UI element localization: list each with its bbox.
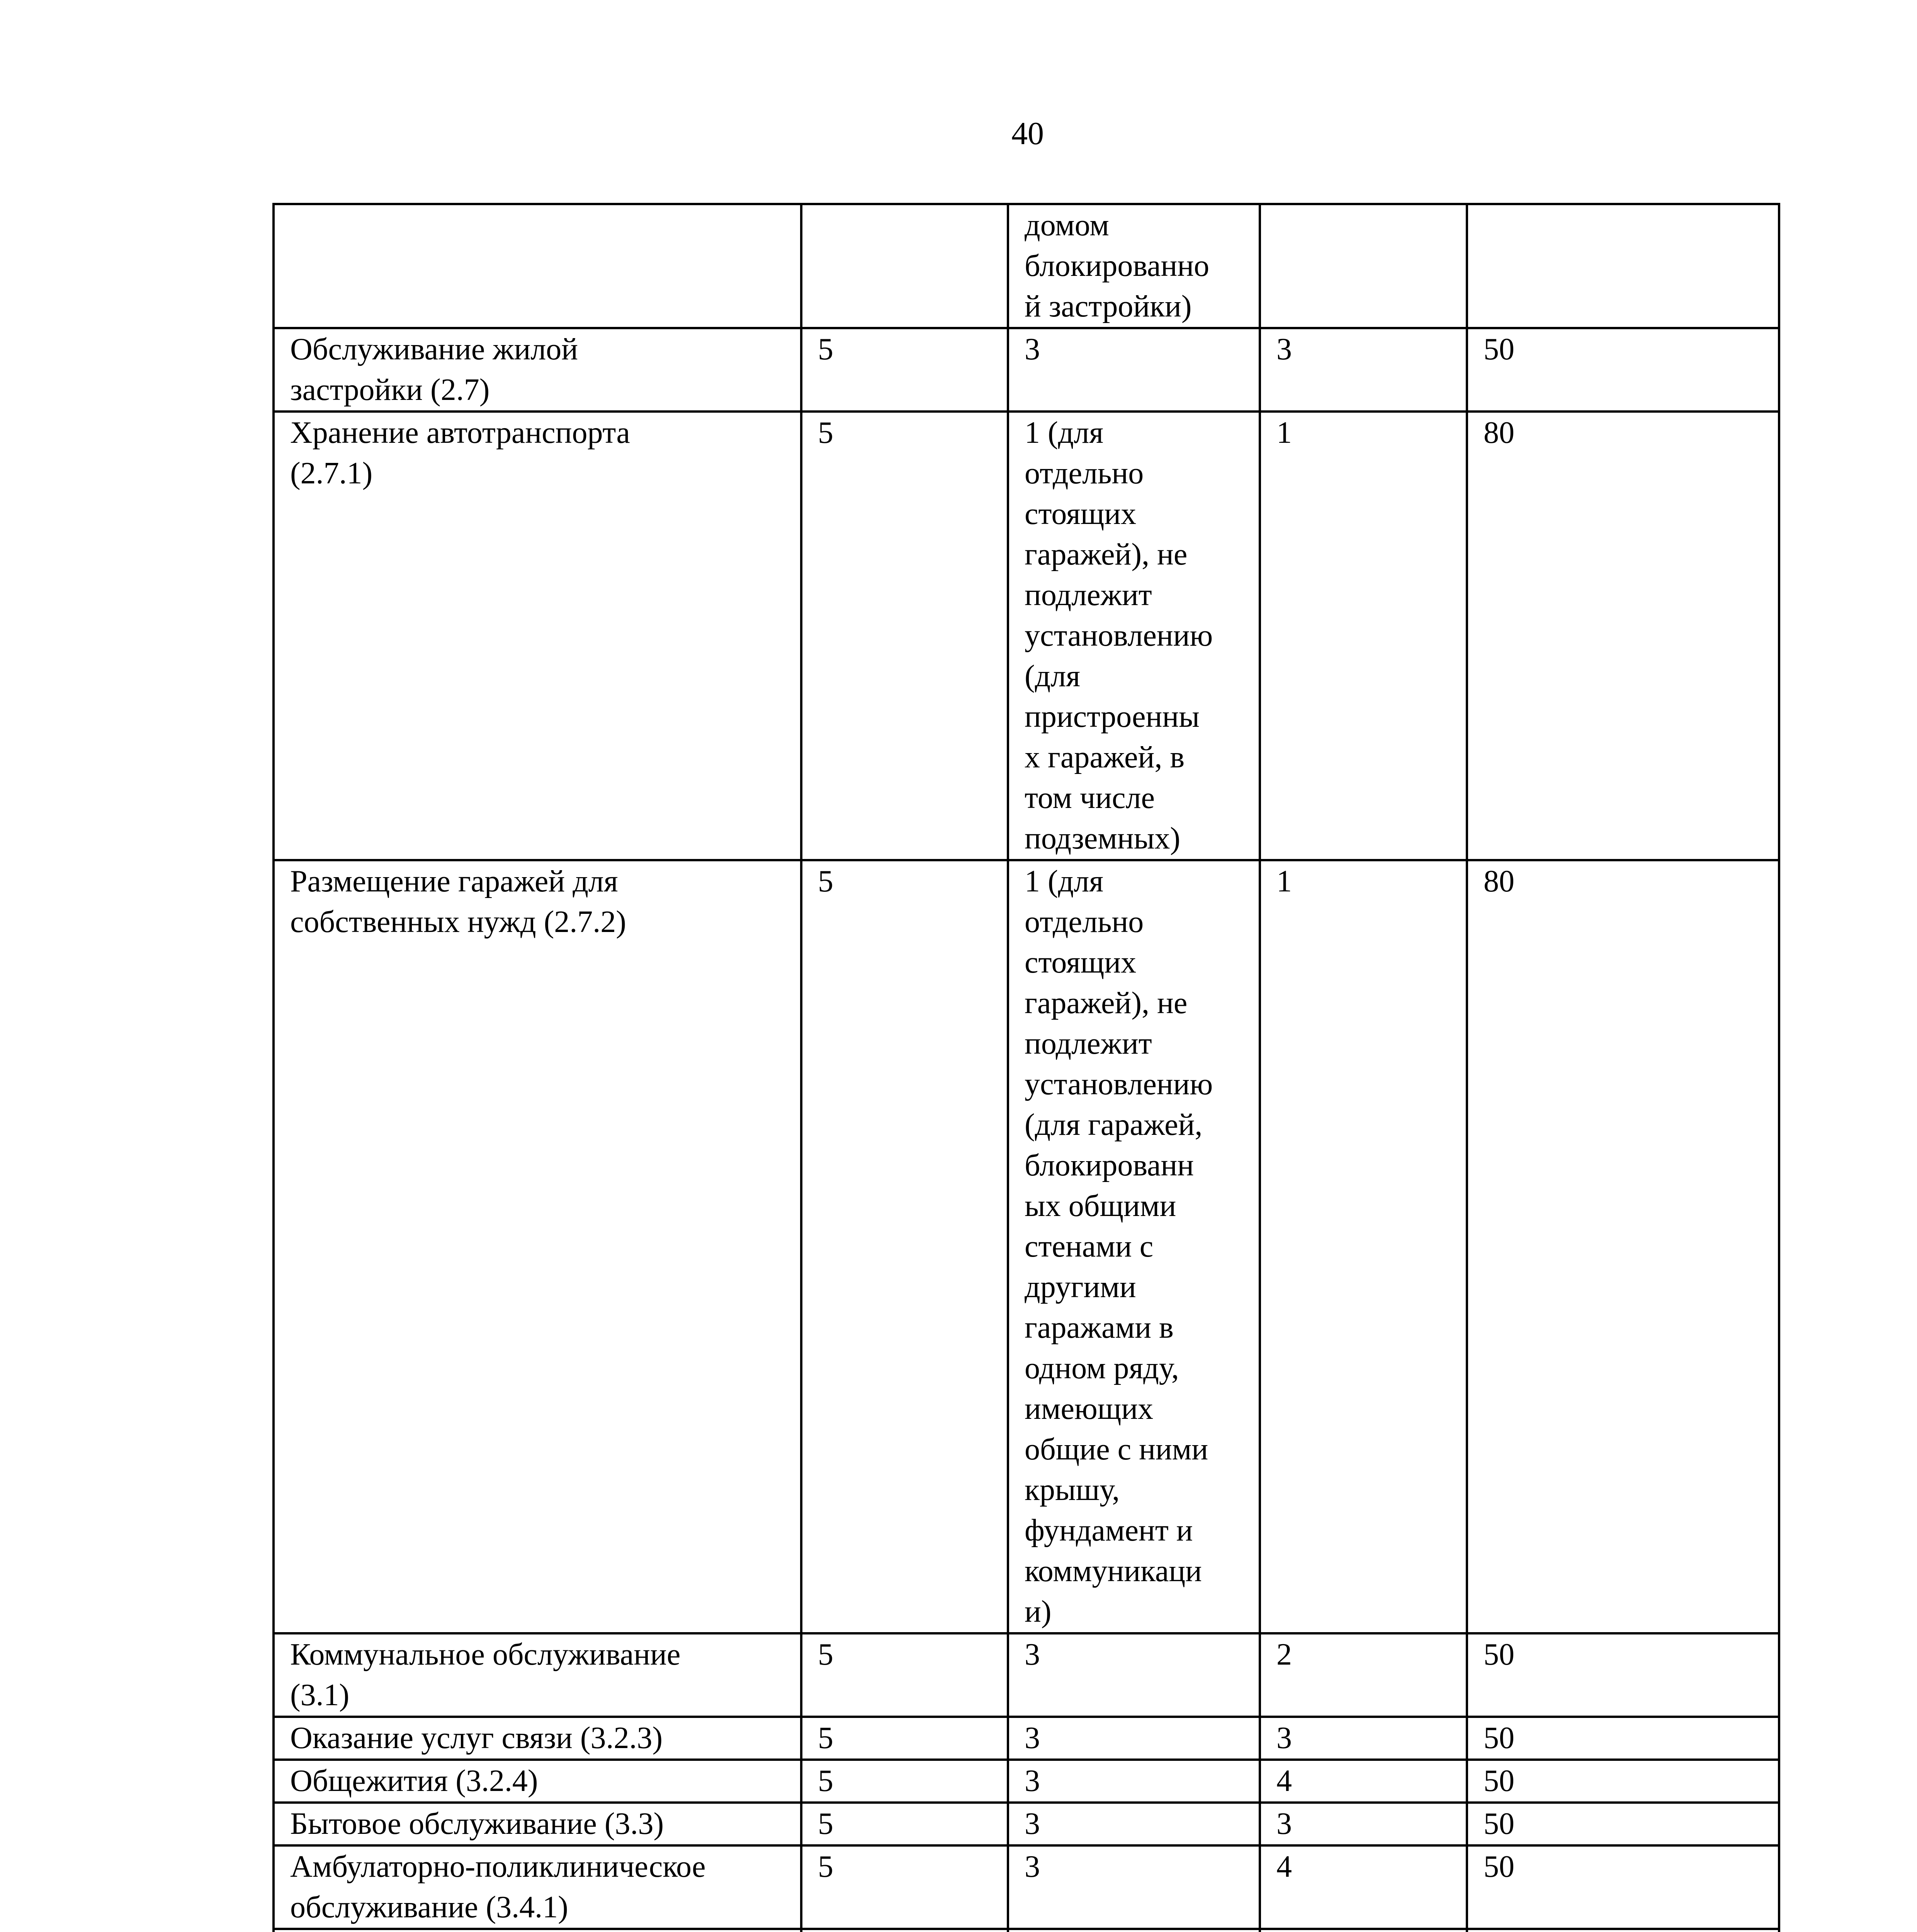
col5-value-cell: 50 bbox=[1467, 1633, 1779, 1717]
use-type-cell: Амбулаторно-поликлиническое обслуживание (3.4.1) bbox=[274, 1845, 801, 1929]
table-row bbox=[274, 328, 1779, 412]
col2-value-cell bbox=[801, 204, 1008, 328]
col5-value-cell: 50 bbox=[1467, 1717, 1779, 1760]
col3-value-cell: 3 bbox=[1008, 328, 1260, 412]
col2-value-cell: 5 bbox=[801, 860, 1008, 1633]
col2-value-cell: 5 bbox=[801, 412, 1008, 860]
col2-value-cell: 5 bbox=[801, 328, 1008, 412]
col4-value-cell: 2 bbox=[1260, 1633, 1467, 1717]
use-type-cell: Бытовое обслуживание (3.3) bbox=[274, 1803, 801, 1845]
col2-value-cell bbox=[801, 1929, 1008, 1932]
col5-value-cell bbox=[1467, 1929, 1779, 1932]
col3-value-cell: 3 bbox=[1008, 1803, 1260, 1845]
col4-value-cell: 4 bbox=[1260, 1845, 1467, 1929]
use-type-cell: Размещение гаражей для собственных нужд (2.7.2) bbox=[274, 860, 801, 1633]
col3-value-cell: 3 bbox=[1008, 1717, 1260, 1760]
table-row bbox=[274, 1760, 1779, 1803]
table-row bbox=[274, 1845, 1779, 1929]
table-row bbox=[274, 204, 1779, 328]
col4-value-cell: 1 bbox=[1260, 860, 1467, 1633]
use-type-cell: Хранение автотранспорта (2.7.1) bbox=[274, 412, 801, 860]
col3-value-cell: 1 (для отдельно стоящих гаражей), не подлежит установлению (для гаражей, блокированн ых общими стенами с другими гаражами в одном ряду, имеющих общие с ними крышу, фундамент и коммуникаци и) bbox=[1008, 860, 1260, 1633]
zoning-parameters-table bbox=[272, 203, 1780, 1932]
col5-value-cell: 80 bbox=[1467, 860, 1779, 1633]
col2-value-cell: 5 bbox=[801, 1760, 1008, 1803]
col2-value-cell: 5 bbox=[801, 1803, 1008, 1845]
table-row bbox=[274, 1633, 1779, 1717]
col3-value-cell: 3 bbox=[1008, 1845, 1260, 1929]
col4-value-cell bbox=[1260, 1929, 1467, 1932]
col5-value-cell: 50 bbox=[1467, 1760, 1779, 1803]
col5-value-cell: 50 bbox=[1467, 1845, 1779, 1929]
col3-value-cell: 1 (для отдельно стоящих гаражей), не подлежит установлению (для пристроенны х гаражей, в том числе подземных) bbox=[1008, 412, 1260, 860]
table-row bbox=[274, 412, 1779, 860]
use-type-cell: Общежития (3.2.4) bbox=[274, 1760, 801, 1803]
col4-value-cell: 3 bbox=[1260, 328, 1467, 412]
col5-value-cell bbox=[1467, 204, 1779, 328]
col2-value-cell: 5 bbox=[801, 1633, 1008, 1717]
use-type-cell: Коммунальное обслуживание (3.1) bbox=[274, 1633, 801, 1717]
col2-value-cell: 5 bbox=[801, 1845, 1008, 1929]
col3-value-cell: домом блокированно й застройки) bbox=[1008, 204, 1260, 328]
table-row bbox=[274, 1929, 1779, 1932]
col5-value-cell: 50 bbox=[1467, 328, 1779, 412]
col4-value-cell: 4 bbox=[1260, 1760, 1467, 1803]
col3-value-cell: 3 bbox=[1008, 1760, 1260, 1803]
col4-value-cell: 3 bbox=[1260, 1803, 1467, 1845]
col4-value-cell bbox=[1260, 204, 1467, 328]
use-type-cell bbox=[274, 204, 801, 328]
col3-value-cell: 3 bbox=[1008, 1633, 1260, 1717]
col4-value-cell: 3 bbox=[1260, 1717, 1467, 1760]
table-body bbox=[274, 204, 1779, 1932]
col5-value-cell: 50 bbox=[1467, 1803, 1779, 1845]
col3-value-cell bbox=[1008, 1929, 1260, 1932]
page-number: 40 bbox=[1011, 116, 1044, 151]
table-row bbox=[274, 1803, 1779, 1845]
col5-value-cell: 80 bbox=[1467, 412, 1779, 860]
use-type-cell: Оказание услуг связи (3.2.3) bbox=[274, 1717, 801, 1760]
col4-value-cell: 1 bbox=[1260, 412, 1467, 860]
use-type-cell: Обслуживание жилой застройки (2.7) bbox=[274, 328, 801, 412]
table-row bbox=[274, 860, 1779, 1633]
table-row bbox=[274, 1717, 1779, 1760]
use-type-cell bbox=[274, 1929, 801, 1932]
col2-value-cell: 5 bbox=[801, 1717, 1008, 1760]
